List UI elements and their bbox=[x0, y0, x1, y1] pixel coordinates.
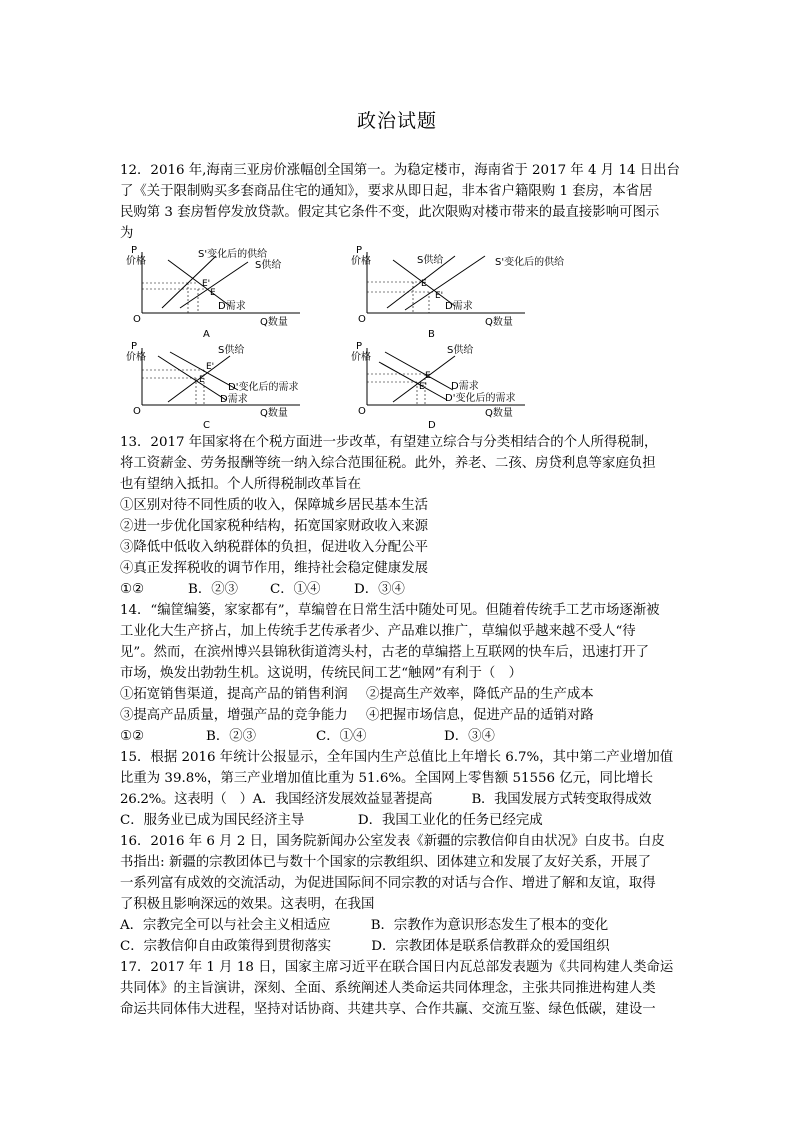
axis-q-label: Q数量 bbox=[260, 408, 288, 419]
graph-c bbox=[120, 338, 320, 430]
q16-option-row[interactable]: A．宗教完全可以与社会主义相适应 B．宗教作为意识形态发生了根本的变化 bbox=[120, 918, 609, 933]
curve-label: D需求 bbox=[445, 301, 473, 312]
point-label: E bbox=[210, 288, 216, 298]
q15-line: C．服务业已成为国民经济主导 D．我国工业化的任务已经完成 bbox=[120, 813, 543, 828]
point-label: E bbox=[199, 375, 205, 385]
q15-line: 15．根据 2016 年统计公报显示，全年国内生产总值比上年增长 6.7%，其中第二产业增加值 bbox=[120, 750, 674, 765]
q15-line: 比重为 39.8%，第三产业增加值比重为 51.6%。全国网上零售额 51556 亿元，同比增长 bbox=[120, 771, 654, 786]
curve-label: S供给 bbox=[255, 260, 282, 271]
option-d[interactable]: D．③④ bbox=[444, 729, 495, 744]
q14-line: 14．“编筐编篓，家家都有”，草编曾在日常生活中随处可见。但随着传统手工艺市场逐渐被 bbox=[120, 603, 660, 618]
option-c[interactable]: C．①④ bbox=[270, 582, 321, 597]
graph-b bbox=[345, 240, 585, 340]
question-17 bbox=[120, 957, 686, 1020]
q16-line: 16．2016 年 6 月 2 日，国务院新闻办公室发表《新疆的宗教信仰自由状况》白皮书。白皮 bbox=[120, 834, 665, 849]
option-c[interactable]: C．①④ bbox=[316, 729, 367, 744]
q12-line: 民购第 3 套房暂停发放贷款。假定其它条件不变，此次限购对楼市带来的最直接影响可图示 bbox=[120, 205, 660, 220]
q16-option-row[interactable]: C．宗教信仰自由政策得到贯彻落实 D．宗教团体是联系信教群众的爱国组织 bbox=[120, 939, 610, 954]
question-16 bbox=[120, 831, 686, 957]
q13-options bbox=[120, 579, 686, 600]
q14-item: ①拓宽销售渠道，提高产品的销售利润 bbox=[120, 687, 348, 702]
curve-label: S供给 bbox=[218, 345, 245, 356]
q13-item: ④真正发挥税收的调节作用，维持社会稳定健康发展 bbox=[120, 561, 428, 576]
option-b[interactable]: B．②③ bbox=[188, 582, 239, 597]
q14-line: 工业化大生产挤占，加上传统手艺传承者少、产品难以推广，草编似乎越来越不受人“待 bbox=[120, 624, 636, 639]
q14-item: ②提高生产效率，降低产品的生产成本 bbox=[366, 687, 594, 702]
axis-price-label: 价格 bbox=[351, 352, 371, 363]
q14-options bbox=[120, 726, 686, 747]
axis-price-label: 价格 bbox=[126, 352, 146, 363]
q14-items-row bbox=[120, 684, 686, 705]
axis-origin-label: O bbox=[133, 314, 141, 325]
graph-letter: B bbox=[428, 329, 435, 340]
question-13 bbox=[120, 432, 686, 600]
axis-origin-label: O bbox=[133, 406, 141, 417]
axis-p-label: P bbox=[131, 245, 138, 256]
curve-label: D需求 bbox=[220, 394, 248, 405]
q16-line: 一系列富有成效的交流活动，为促进国际间不同宗教的对话与合作、增进了解和友谊，取得 bbox=[120, 876, 656, 891]
q15-line: 26.2%。这表明（ ）A．我国经济发展效益显著提高 B．我国发展方式转变取得成效 bbox=[120, 792, 652, 807]
q16-line: 了积极且影响深远的效果。这表明，在我国 bbox=[120, 897, 375, 912]
q13-item: ②进一步优化国家税种结构，拓宽国家财政收入来源 bbox=[120, 519, 428, 534]
graph-letter: C bbox=[203, 420, 210, 430]
axis-origin-label: O bbox=[358, 314, 366, 325]
q12-line: 12．2016 年,海南三亚房价涨幅创全国第一。为稳定楼市，海南省于 2017 年 4 月 14 日出台 bbox=[120, 163, 680, 178]
curve-label: S'变化后的供给 bbox=[198, 249, 268, 260]
graph-letter: A bbox=[203, 329, 210, 340]
point-label: E' bbox=[435, 291, 444, 301]
q17-line: 17．2017 年 1 月 18 日，国家主席习近平在联合国日内瓦总部发表题为《共同构建人类命运 bbox=[120, 960, 674, 975]
axis-p-label: P bbox=[131, 341, 138, 352]
q14-line: 见”。然而，在滨州博兴县锦秋街道湾头村，古老的草编搭上互联网的快车后，迅速打开了 bbox=[120, 645, 650, 660]
q13-item: ①区别对待不同性质的收入，保障城乡居民基本生活 bbox=[120, 498, 428, 513]
q13-line: 也有望纳入抵扣。个人所得税制改革旨在 bbox=[120, 477, 362, 492]
q12-line: 为 bbox=[120, 226, 134, 241]
point-label: E' bbox=[202, 279, 211, 289]
curve-label: S'变化后的供给 bbox=[495, 257, 565, 268]
question-12 bbox=[120, 160, 686, 244]
option-d[interactable]: D．③④ bbox=[354, 582, 405, 597]
q14-items-row bbox=[120, 705, 686, 726]
option-a[interactable]: ①② bbox=[120, 582, 145, 597]
question-14 bbox=[120, 600, 686, 747]
q13-line: 将工资薪金、劳务报酬等统一纳入综合范围征税。此外，养老、二孩、房贷利息等家庭负担 bbox=[120, 456, 656, 471]
point-label: E' bbox=[206, 362, 215, 372]
q14-item: ③提高产品质量，增强产品的竞争能力 bbox=[120, 708, 348, 723]
curve-label: D'变化后的需求 bbox=[445, 393, 516, 404]
q13-item: ③降低中低收入纳税群体的负担，促进收入分配公平 bbox=[120, 540, 428, 555]
question-15 bbox=[120, 747, 686, 831]
graph-d bbox=[345, 338, 585, 430]
point-label: E' bbox=[419, 382, 428, 392]
q13-line: 13．2017 年国家将在个税方面进一步改革，有望建立综合与分类相结合的个人所得税制， bbox=[120, 435, 658, 450]
point-label: E bbox=[421, 279, 427, 289]
axis-origin-label: O bbox=[358, 406, 366, 417]
curve-label: S供给 bbox=[417, 255, 444, 266]
curve-label: D'变化后的需求 bbox=[228, 382, 299, 393]
graph-letter: D bbox=[428, 420, 436, 430]
curve-label: S供给 bbox=[447, 345, 474, 356]
q14-line: 市场，焕发出勃勃生机。这说明，传统民间工艺“触网”有利于（ ） bbox=[120, 666, 523, 681]
axis-p-label: P bbox=[356, 245, 363, 256]
axis-price-label: 价格 bbox=[351, 256, 371, 267]
q16-line: 书指出: 新疆的宗教团体已与数十个国家的宗教组织、团体建立和发展了友好关系，开展了 bbox=[120, 855, 651, 870]
point-label: E bbox=[425, 371, 431, 381]
option-a[interactable]: ①② bbox=[120, 729, 145, 744]
axis-q-label: Q数量 bbox=[485, 408, 513, 419]
q12-line: 了《关于限制购买多套商品住宅的通知》，要求从即日起，非本省户籍限购 1 套房，本省居 bbox=[120, 184, 653, 199]
option-b[interactable]: B．②③ bbox=[206, 729, 257, 744]
graph-a bbox=[120, 240, 320, 340]
q14-item: ④把握市场信息，促进产品的适销对路 bbox=[366, 708, 594, 723]
axis-q-label: Q数量 bbox=[485, 317, 513, 328]
q17-line: 命运共同体伟大进程，坚持对话协商、共建共享、合作共赢、交流互鉴、绿色低碳，建设一 bbox=[120, 1002, 656, 1017]
curve-label: D需求 bbox=[218, 301, 246, 312]
demand-curve bbox=[168, 260, 230, 306]
axis-q-label: Q数量 bbox=[260, 317, 288, 328]
axis-p-label: P bbox=[356, 341, 363, 352]
page-title: 政治试题 bbox=[356, 110, 437, 132]
curve-label: D需求 bbox=[451, 381, 479, 392]
axis-price-label: 价格 bbox=[126, 256, 146, 267]
q17-line: 共同体》的主旨演讲，深刻、全面、系统阐述人类命运共同体理念，主张共同推进构建人类 bbox=[120, 981, 656, 996]
